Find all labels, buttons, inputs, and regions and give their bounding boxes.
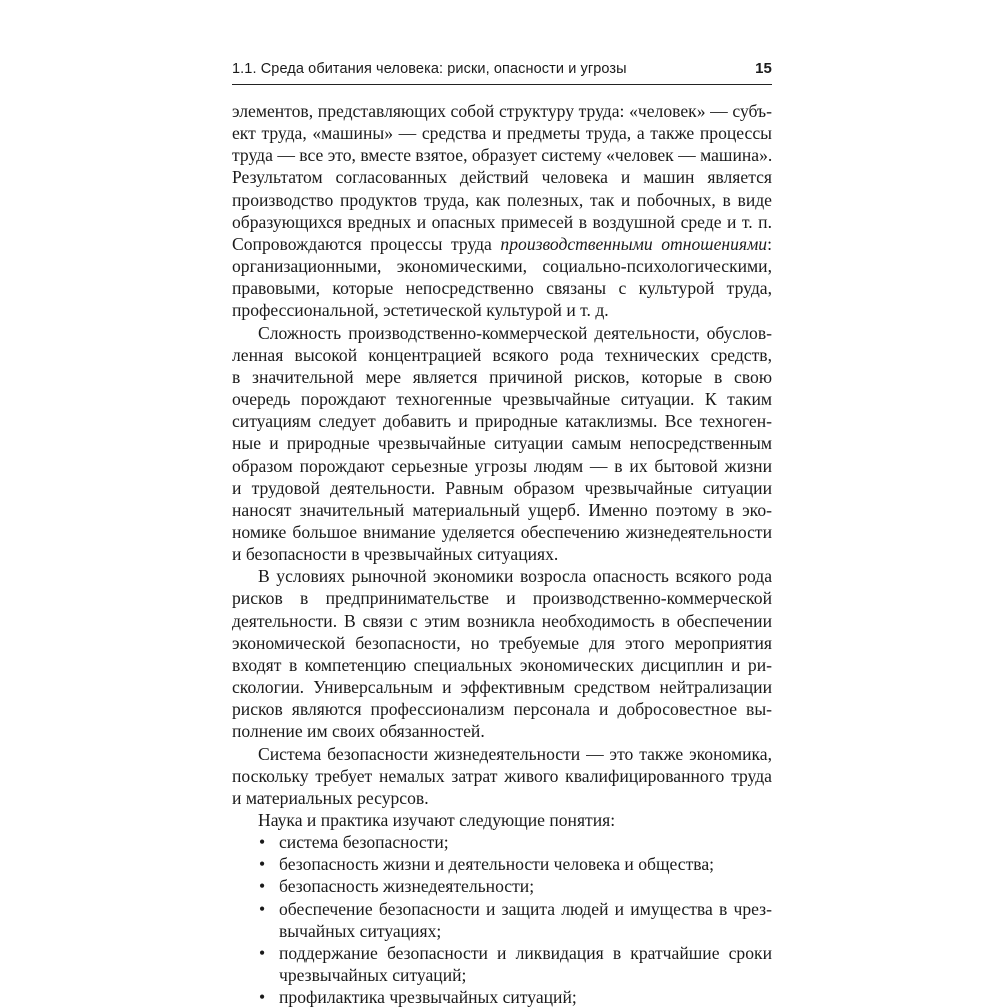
text-line: номике большое внимание уделяется обеспечению жизнедеятельности	[232, 521, 772, 542]
text-line: экономической безопасности, но требуемые для этого мероприятия	[232, 632, 772, 653]
text-line: образующихся вредных и опасных примесей в воздушной среде и т. п.	[232, 211, 772, 232]
text-line: и трудовой деятельности. Равным образом чрезвычайные ситуации	[232, 477, 772, 498]
text-line: Наука и практика изучают следующие понятия:	[258, 810, 616, 830]
text-line: скологии. Универсальным и эффективным средством нейтрализации	[232, 677, 772, 698]
text-line: деятельности. В связи с этим возникла необходимость в обеспечении	[232, 610, 772, 631]
text-line: ные и природные чрезвычайные ситуации самым непосредственным	[232, 433, 772, 454]
list-item-text: обеспечение безопасности и защита людей и имущества в чрез-	[279, 898, 772, 919]
text-line: ленная высокой концентрацией всякого рода технических средств,	[232, 344, 772, 365]
list-item-text: чрезвычайных ситуаций;	[279, 965, 467, 986]
list-item	[232, 898, 772, 942]
list-item-text: система безопасности;	[279, 832, 449, 853]
text-line: рисков являются профессионализм персонала и добросовестное вы-	[232, 699, 772, 720]
list-item	[232, 875, 772, 897]
italic-term: производственными отношениями	[500, 233, 768, 254]
paragraph-1	[232, 100, 772, 322]
text-line: и безопасности в чрезвычайных ситуациях.	[232, 544, 559, 565]
text-run: :	[767, 233, 772, 254]
text-line: труда — все это, вместе взятое, образует систему «человек — машина».	[232, 145, 773, 166]
bulleted-list	[232, 831, 772, 1008]
list-item-text: поддержание безопасности и ликвидация в кратчайшие сроки	[279, 942, 772, 963]
book-page	[232, 57, 773, 1008]
text-line: образом порождают серьезные угрозы людям — в их бытовой жизни	[232, 455, 772, 476]
bullet-icon: •	[259, 854, 266, 875]
list-item	[232, 942, 772, 986]
text-line: производство продуктов труда, как полезных, так и побочных, в виде	[232, 189, 772, 210]
list-item-text: безопасность жизни и деятельности человека и общества;	[279, 854, 715, 875]
text-line: правовыми, которые непосредственно связаны с культурой труда,	[232, 278, 772, 299]
text-line: элементов, представляющих собой структуру труда: «человек» — субъ-	[232, 101, 772, 121]
text-line: Результатом согласованных действий человека и машин является	[232, 167, 772, 188]
paragraph-5	[232, 809, 772, 831]
text-line: профессиональной, эстетической культурой и т. д.	[232, 300, 609, 321]
bullet-icon: •	[259, 832, 266, 853]
bullet-icon: •	[259, 987, 266, 1008]
text-line: поскольку требует немалых затрат живого квалифицированного труда	[232, 765, 772, 786]
paragraph-4	[232, 743, 772, 809]
text-line: В условиях рыночной экономики возросла опасность всякого рода	[258, 566, 772, 587]
paragraph-2	[232, 322, 772, 566]
list-item	[232, 853, 772, 875]
text-line: ект труда, «машины» — средства и предметы труда, а также процессы	[232, 123, 772, 144]
text-line: рисков в предпринимательстве и производственно-коммерческой	[232, 588, 772, 609]
header-rule	[232, 84, 772, 85]
text-line: очередь порождают техногенные чрезвычайные ситуации. К таким	[232, 389, 772, 410]
running-header	[232, 57, 772, 81]
text-line: входят в компетенцию специальных экономических дисциплин и ри-	[232, 654, 772, 675]
page-number: 15	[755, 60, 772, 77]
text-line: в значительной мере является причиной рисков, которые в свою	[232, 366, 772, 387]
text-line-with-emphasis	[232, 233, 772, 255]
section-title: 1.1. Среда обитания человека: риски, опасности и угрозы	[232, 61, 627, 77]
paragraph-3	[232, 565, 772, 742]
list-item-text: безопасность жизнедеятельности;	[279, 876, 535, 897]
list-item	[232, 831, 772, 853]
text-line: Сложность производственно-коммерческой деятельности, обуслов-	[258, 322, 772, 343]
list-item-text: профилактика чрезвычайных ситуаций;	[279, 987, 577, 1008]
text-line: организационными, экономическими, социально-психологическими,	[232, 256, 772, 277]
list-item	[232, 986, 772, 1008]
bullet-icon: •	[259, 898, 266, 919]
text-line: Система безопасности жизнедеятельности — это также экономика,	[258, 743, 772, 764]
bullet-icon: •	[259, 876, 266, 897]
text-line: и материальных ресурсов.	[232, 787, 429, 808]
bullet-icon: •	[259, 942, 266, 963]
list-item-text: вычайных ситуациях;	[279, 920, 442, 941]
text-run: Сопровождаются процессы труда	[232, 233, 501, 254]
text-line: ситуациям следует добавить и природные катаклизмы. Все техноген-	[232, 411, 772, 432]
text-line: полнение им своих обязанностей.	[232, 721, 485, 742]
body-text	[232, 100, 772, 1008]
text-line: наносят значительный материальный ущерб. Именно поэтому в эко-	[232, 499, 772, 520]
